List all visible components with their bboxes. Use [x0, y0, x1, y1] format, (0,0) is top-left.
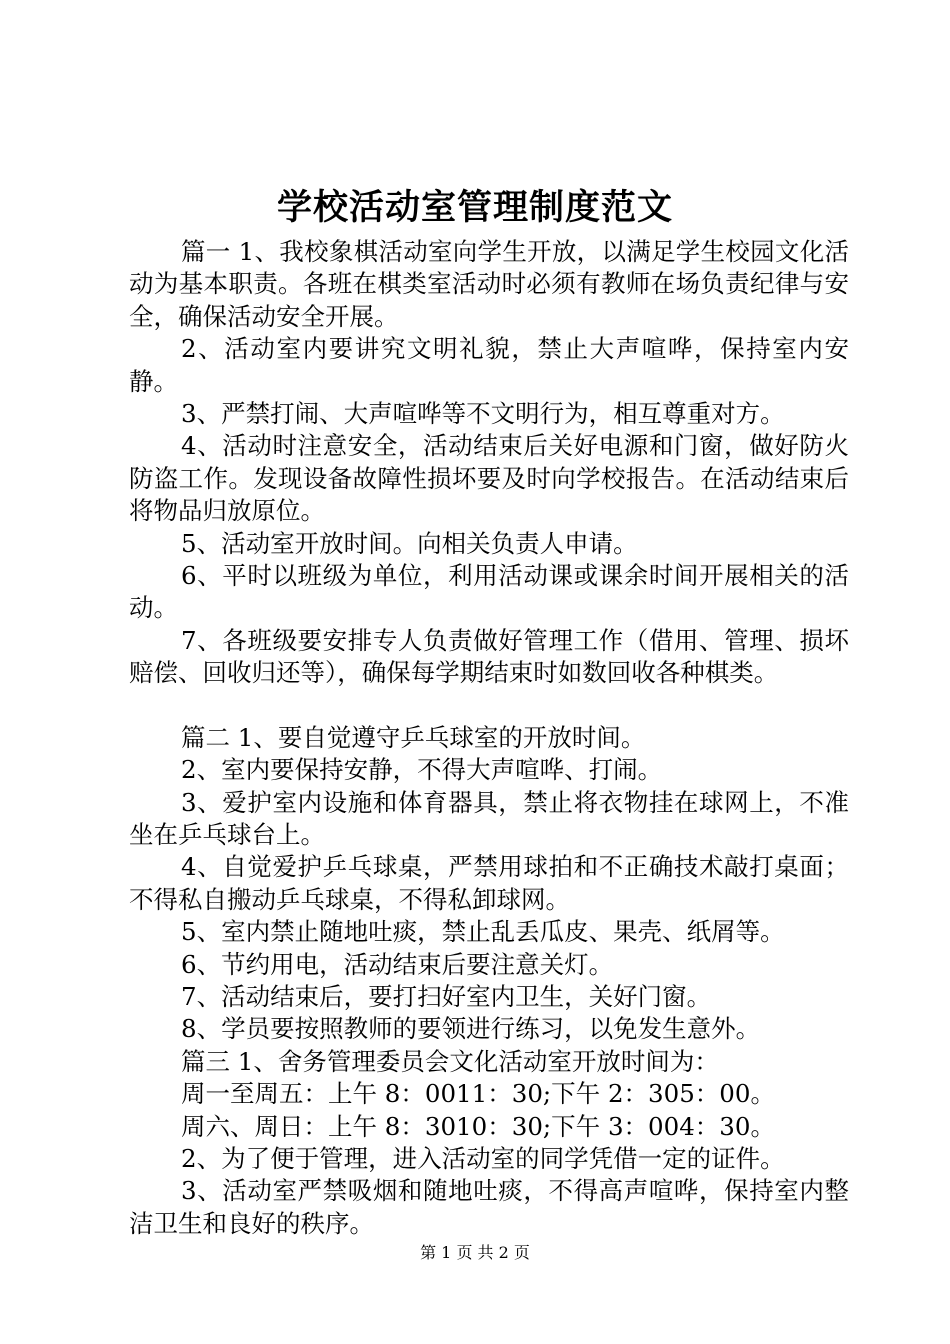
paragraph: 7、活动结束后，要打扫好室内卫生，关好门窗。 [181, 981, 712, 1011]
paragraph: 8、学员要按照教师的要领进行练习，以免发生意外。 [181, 1014, 761, 1044]
paragraph: 7、各班级要安排专人负责做好管理工作（借用、管理、损坏赔偿、回收归还等），确保每学期结束时如数回收各种棋类。 [129, 625, 849, 688]
document-body [129, 236, 849, 1240]
paragraph: 周一至周五：上午 8：0011：30;下午 2：305：00。 [181, 1079, 775, 1109]
paragraph: 3、活动室严禁吸烟和随地吐痰，不得高声喧哗，保持室内整洁卫生和良好的秩序。 [129, 1176, 849, 1238]
paragraph: 3、严禁打闹、大声喧哗等不文明行为，相互尊重对方。 [181, 399, 785, 429]
paragraph: 周六、周日：上午 8：3010：30;下午 3：004：30。 [181, 1111, 775, 1141]
paragraph: 4、活动时注意安全，活动结束后关好电源和门窗，做好防火防盗工作。发现设备故障性损坏要及时向学校报告。在活动结束后将物品归放原位。 [129, 431, 849, 526]
section-gap [129, 690, 849, 722]
paragraph: 5、活动室开放时间。向相关负责人申请。 [181, 528, 638, 558]
page-footer: 第 1 页 共 2 页 [420, 1243, 530, 1262]
paragraph: 2、室内要保持安静，不得大声喧哗、打闹。 [181, 755, 663, 785]
paragraph: 2、为了便于管理，进入活动室的同学凭借一定的证件。 [181, 1143, 785, 1173]
paragraph: 5、室内禁止随地吐痰，禁止乱丢瓜皮、果壳、纸屑等。 [181, 917, 785, 947]
paragraph: 6、平时以班级为单位，利用活动课或课余时间开展相关的活动。 [129, 561, 849, 623]
paragraph: 4、自觉爱护乒乓球桌，严禁用球拍和不正确技术敲打桌面；不得私自搬动乒乓球桌，不得私卸球网。 [129, 852, 849, 914]
paragraph: 3、爱护室内设施和体育器具，禁止将衣物挂在球网上，不准坐在乒乓球台上。 [129, 787, 849, 849]
paragraph: 2、活动室内要讲究文明礼貌，禁止大声喧哗，保持室内安静。 [129, 334, 849, 396]
document-title: 学校活动室管理制度范文 [276, 187, 673, 228]
paragraph: 篇二 1、要自觉遵守乒乓球室的开放时间。 [181, 722, 646, 752]
paragraph: 6、节约用电，活动结束后要注意关灯。 [181, 949, 614, 979]
paragraph: 篇三 1、舍务管理委员会文化活动室开放时间为： [181, 1046, 719, 1076]
paragraph: 篇一 1、我校象棋活动室向学生开放，以满足学生校园文化活动为基本职责。各班在棋类室活动时必须有教师在场负责纪律与安全，确保活动安全开展。 [129, 237, 849, 331]
